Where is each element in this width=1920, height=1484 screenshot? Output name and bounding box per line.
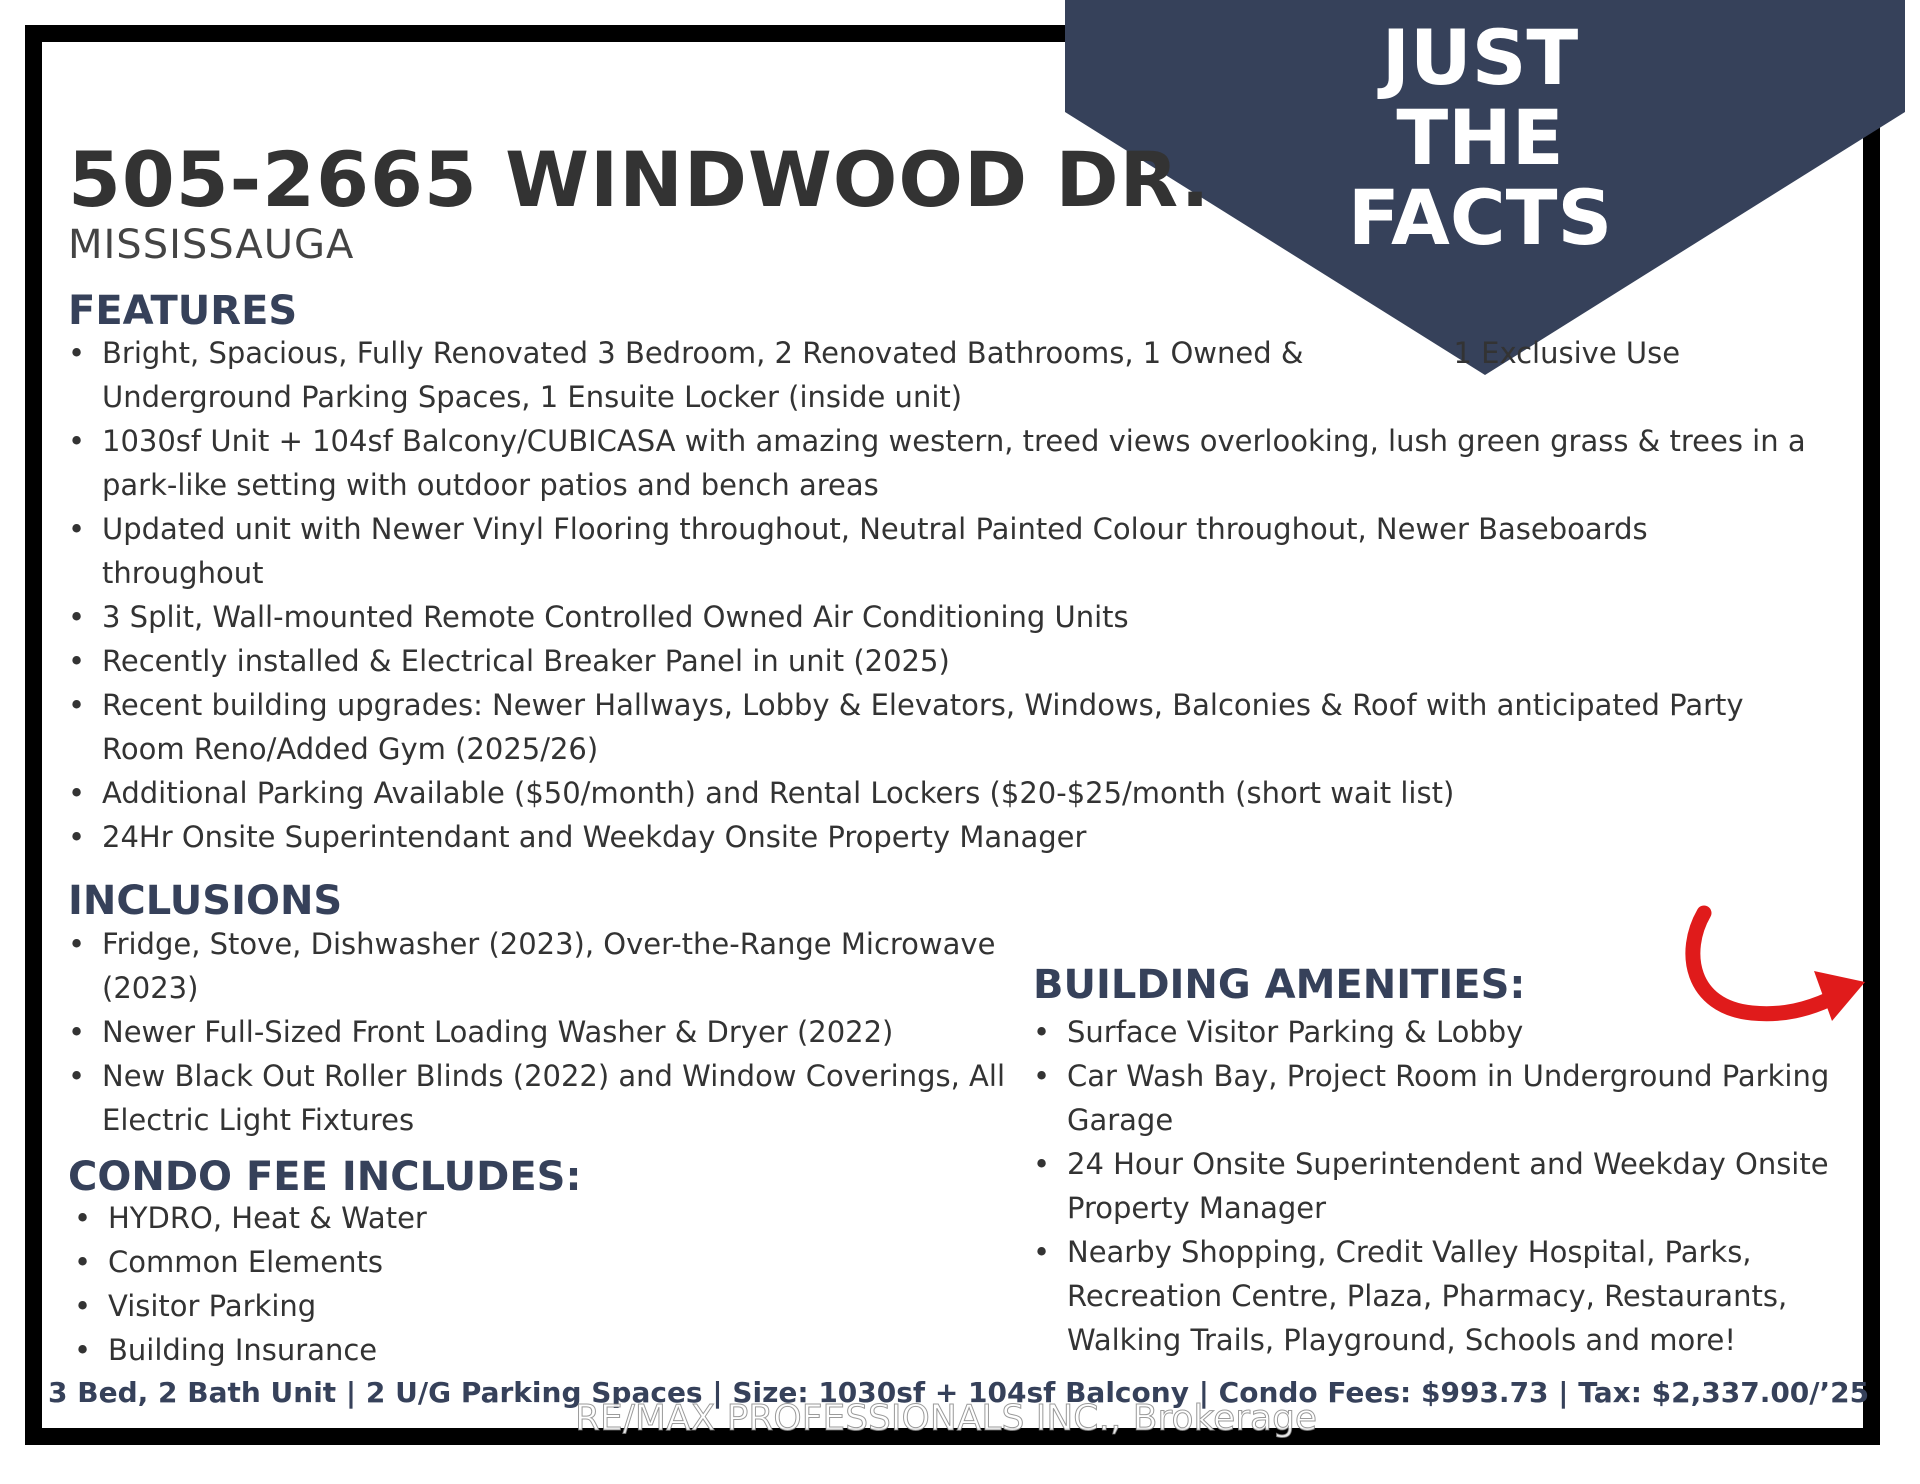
features-list bbox=[68, 331, 1818, 859]
brokerage-watermark: RE/MAX PROFESSIONALS INC., Brokerage bbox=[575, 1398, 1318, 1439]
list-item: • Additional Parking Available ($50/month) and Rental Lockers ($20-$25/month (short wait list) bbox=[68, 771, 1818, 815]
list-item: • Recently installed & Electrical Breaker Panel in unit (2025) bbox=[68, 639, 1818, 683]
list-item: • HYDRO, Heat & Water bbox=[74, 1196, 974, 1240]
list-item: • Newer Full-Sized Front Loading Washer & Dryer (2022) bbox=[68, 1010, 1008, 1054]
list-item: • 3 Split, Wall-mounted Remote Controlled Owned Air Conditioning Units bbox=[68, 595, 1818, 639]
property-address: 505-2665 WINDWOOD DR. bbox=[68, 135, 1211, 224]
banner-text bbox=[1230, 13, 1730, 262]
banner-line-2: THE bbox=[1396, 93, 1564, 182]
list-item: • Car Wash Bay, Project Room in Underground Parking Garage bbox=[1033, 1054, 1863, 1142]
curved-arrow-icon bbox=[1680, 905, 1880, 1030]
banner-line-1: JUST bbox=[1381, 13, 1579, 102]
condo-fee-heading: CONDO FEE INCLUDES: bbox=[68, 1154, 582, 1200]
list-item: • Building Insurance bbox=[74, 1328, 974, 1372]
list-item bbox=[68, 331, 1818, 419]
list-item: • Nearby Shopping, Credit Valley Hospital, Parks, Recreation Centre, Plaza, Pharmacy, Restaurants, Walking Trails, Playground, Schools and more! bbox=[1033, 1230, 1863, 1362]
banner-line-3: FACTS bbox=[1347, 173, 1613, 262]
list-item: • 24Hr Onsite Superintendant and Weekday Onsite Property Manager bbox=[68, 815, 1818, 859]
list-item: • 1030sf Unit + 104sf Balcony/CUBICASA with amazing western, treed views overlooking, lush green grass & trees in a park-like setting with outdoor patios and bench areas bbox=[68, 419, 1818, 507]
list-item: • Fridge, Stove, Dishwasher (2023), Over-the-Range Microwave (2023) bbox=[68, 922, 1008, 1010]
inclusions-heading: INCLUSIONS bbox=[68, 878, 343, 924]
inclusions-list bbox=[68, 922, 1008, 1142]
list-item: • Surface Visitor Parking & Lobby bbox=[1033, 1010, 1863, 1054]
features-heading: FEATURES bbox=[68, 288, 298, 334]
amenities-heading: BUILDING AMENITIES: bbox=[1033, 962, 1526, 1008]
list-item: • New Black Out Roller Blinds (2022) and Window Coverings, All Electric Light Fixtures bbox=[68, 1054, 1008, 1142]
list-item: • Updated unit with Newer Vinyl Flooring throughout, Neutral Painted Colour throughout, Newer Baseboards throughout bbox=[68, 507, 1818, 595]
list-item: • Visitor Parking bbox=[74, 1284, 974, 1328]
list-item: • 24 Hour Onsite Superintendent and Weekday Onsite Property Manager bbox=[1033, 1142, 1863, 1230]
feature-1-part-2: 1 Exclusive Use Underground Parking Spaces, 1 Ensuite Locker (inside unit) bbox=[102, 336, 1681, 414]
property-city: MISSISSAUGA bbox=[68, 222, 355, 268]
feature-1-part-1: Bright, Spacious, Fully Renovated 3 Bedroom, 2 Renovated Bathrooms, 1 Owned & bbox=[102, 336, 1304, 370]
list-item: • Recent building upgrades: Newer Hallways, Lobby & Elevators, Windows, Balconies & Roof with anticipated Party Room Reno/Added Gym (2025/26) bbox=[68, 683, 1818, 771]
summary-bar: 3 Bed, 2 Bath Unit | 2 U/G Parking Spaces | Size: 1030sf + 104sf Balcony | Condo Fees: $993.73 | Tax: $2,337.00/’25 bbox=[48, 1376, 1870, 1409]
list-item: • Common Elements bbox=[74, 1240, 974, 1284]
amenities-list bbox=[1033, 1010, 1863, 1362]
condo-fee-list bbox=[74, 1196, 974, 1372]
